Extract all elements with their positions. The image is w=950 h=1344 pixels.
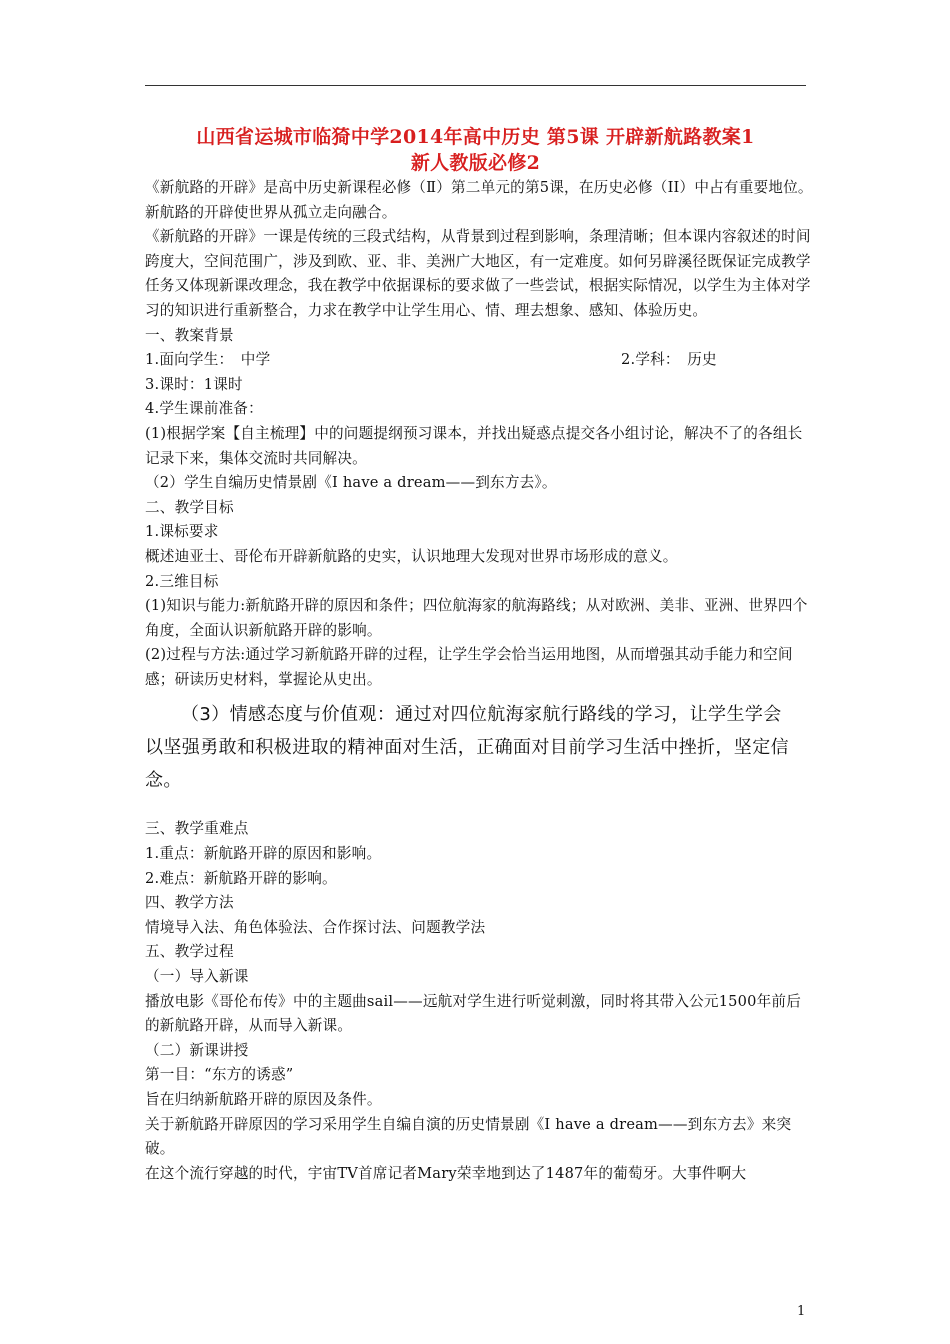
student-prep-item-1: (1)根据学案【自主梳理】中的问题提纲预习课本，并找出疑惑点提交各小组讨论，解决不了的各组长记录下来，集体交流时共同解决。 [145, 424, 803, 467]
section-heading-process: 五、教学过程 [145, 943, 234, 961]
process-step-intro-heading: （一）导入新课 [145, 968, 249, 986]
process-step-intro-text: 播放电影《哥伦布传》中的主题曲sail——远航对学生进行听觉刺激，同时将其带入公元1500年前后的新航路开辟，从而导入新课。 [145, 992, 802, 1035]
document-title-line-2: 新人教版必修2 [410, 152, 541, 174]
goal-emotion-line-2: 以坚强勇敢和积极进取的精神面对生活，正确面对目前学习生活中挫折，坚定信 [145, 737, 789, 759]
three-dimensional-goals-heading: 2.三维目标 [145, 572, 219, 590]
page-number: 1 [797, 1304, 806, 1319]
topic-one-heading: 第一目：“东方的诱惑” [145, 1066, 294, 1084]
goal-emotion-line-3: 念。 [145, 770, 182, 792]
intro-paragraph-2: 《新航路的开辟》一课是传统的三段式结构，从背景到过程到影响，条理清晰；但本课内容叙述的时间跨度大，空间范围广，涉及到欧、亚、非、美洲广大地区，有一定难度。如何另辟溪径既保证完成教学任务又体现新课改理念，我在教学中依据课标的要求做了一些尝试，根据实际情况，以学生为主体对学习的知识进行重新整合，力求在教学中让学生用心、情、理去想象、感知、体验历史。 [145, 228, 811, 319]
curriculum-requirement-text: 概述迪亚士、哥伦布开辟新航路的史实，认识地理大发现对世界市场形成的意义。 [145, 547, 678, 565]
goal-emotion-attitude [145, 698, 813, 797]
class-hours-text: 3.课时：1课时 [145, 375, 243, 393]
goal-emotion-line-1: （3）情感态度与价值观：通过对四位航海家航行路线的学习，让学生学会 [181, 704, 782, 726]
audience-subject-row [145, 348, 813, 373]
section-heading-key-points: 三、教学重难点 [145, 820, 249, 838]
subject-text: 2.学科： 历史 [621, 351, 717, 369]
section-heading-objectives: 二、教学目标 [145, 498, 234, 516]
audience-text: 1.面向学生： 中学 [145, 351, 271, 369]
student-prep-item-2: （2）学生自编历史情景剧《I have a dream——到东方去》。 [145, 474, 557, 492]
process-step-new-lesson-heading: （二）新课讲授 [145, 1041, 249, 1059]
goal-process-method: (2)过程与方法:通过学习新航路开辟的过程，让学生学会恰当运用地图，从而增强其动手能力和空间感；研读历史材料，掌握论从史出。 [145, 646, 793, 688]
methods-text: 情境导入法、角色体验法、合作探讨法、问题教学法 [145, 918, 486, 936]
document-title-line-1: 山西省运城市临猗中学2014年高中历史 第5课 开辟新航路教案1 [196, 126, 755, 148]
topic-one-approach: 关于新航路开辟原因的学习采用学生自编自演的历史情景剧《I have a dream——到东方去》来突破。 [145, 1115, 792, 1158]
curriculum-requirement-heading: 1.课标要求 [145, 523, 219, 541]
student-prep-heading: 4.学生课前准备： [145, 400, 263, 418]
document-body [145, 176, 813, 1186]
section-heading-background: 一、教案背景 [145, 326, 234, 344]
intro-paragraph-1: 《新航路的开辟》是高中历史新课程必修（Ⅱ）第二单元的第5课，在历史必修（II）中占有重要地位。新航路的开辟使世界从孤立走向融合。 [145, 179, 813, 221]
header-rule [145, 85, 806, 86]
section-heading-methods: 四、教学方法 [145, 894, 234, 912]
topic-one-scenario: 在这个流行穿越的时代，宇宙TV首席记者Mary荣幸地到达了1487年的葡萄牙。大事件啊大 [145, 1164, 747, 1182]
difficult-point-text: 2.难点：新航路开辟的影响。 [145, 869, 337, 887]
key-point-text: 1.重点：新航路开辟的原因和影响。 [145, 845, 382, 863]
topic-one-aim: 旨在归纳新航路开辟的原因及条件。 [145, 1091, 382, 1108]
goal-knowledge-ability: (1)知识与能力:新航路开辟的原因和条件；四位航海家的航海路线；从对欧洲、美非、亚洲、世界四个角度，全面认识新航路开辟的影响。 [145, 597, 808, 639]
